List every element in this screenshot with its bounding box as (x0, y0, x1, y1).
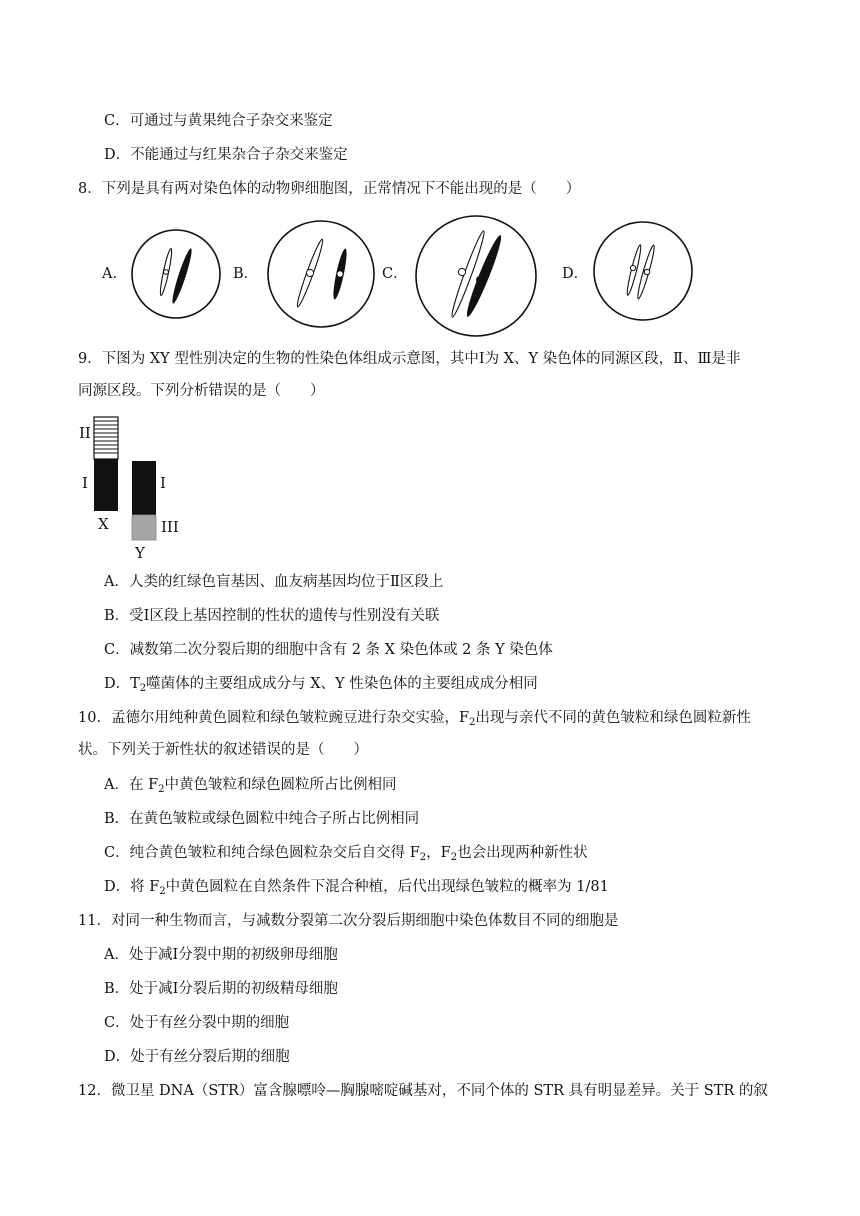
q8-stem: 8．下列是具有两对染色体的动物卵细胞图，正常情况下不能出现的是（ ） (78, 181, 581, 197)
q11-option-b: B．处于减Ⅰ分裂后期的初级精母细胞 (104, 981, 338, 997)
q8-cell-b (266, 219, 376, 329)
label-i-x: I (82, 474, 88, 492)
label-ii: II (79, 424, 91, 442)
label-i-y: I (160, 474, 166, 492)
q12-stem: 12．微卫星 DNA（STR）富含腺嘌呤—胸腺嘧啶碱基对，不同个体的 STR 具有明显差异。关于 STR 的叙 (78, 1083, 768, 1099)
q9-option-d: D．$T_2$噬菌体的主要组成成分与 X、Y 性染色体的主要组成成分相同 (104, 676, 538, 694)
q8-cell-a (130, 228, 222, 320)
label-x: X (98, 515, 109, 533)
q10-option-c: C．纯合黄色皱粒和纯合绿色圆粒杂交后自交得 $F_2$，$F_2$也会出现两种新性状 (104, 845, 588, 863)
label-y: Y (135, 544, 145, 562)
q9-option-b: B．受Ⅰ区段上基因控制的性状的遗传与性别没有关联 (104, 608, 440, 624)
q8-cell-c (414, 214, 538, 338)
q10-option-b: B．在黄色皱粒或绿色圆粒中纯合子所占比例相同 (104, 811, 420, 827)
q11-stem: 11．对同一种生物而言，与减数分裂第二次分裂后期细胞中染色体数目不同的细胞是 (78, 913, 619, 929)
q10-option-a: A．在 $F_2$中黄色皱粒和绿色圆粒所占比例相同 (104, 777, 397, 795)
q10-option-d: D．将 $F_2$中黄色圆粒在自然条件下混合种植，后代出现绿色皱粒的概率为 1/81 (104, 879, 609, 897)
label-iii: III (161, 518, 179, 536)
q9-stem-line2: 同源区段。下列分析错误的是（ ） (78, 383, 325, 399)
q8-label-c: C． (382, 266, 408, 282)
q10-stem-line1: 10．孟德尔用纯种黄色圆粒和绿色皱粒豌豆进行杂交实验，$F_2$出现与亲代不同的黄色皱粒和绿色圆粒新性 (78, 710, 751, 728)
q9-option-a: A．人类的红绿色盲基因、血友病基因均位于Ⅱ区段上 (104, 574, 444, 590)
xy-chromosome-diagram (76, 414, 186, 564)
q8-cell-d (592, 220, 694, 322)
q7-option-d: D．不能通过与红果杂合子杂交来鉴定 (104, 147, 348, 163)
q8-label-b: B． (233, 266, 259, 282)
q7-option-c: C．可通过与黄果纯合子杂交来鉴定 (104, 113, 333, 129)
q11-option-a: A．处于减Ⅰ分裂中期的初级卵母细胞 (104, 947, 338, 963)
q8-label-d: D． (562, 266, 589, 282)
q10-stem-line2: 状。下列关于新性状的叙述错误的是（ ） (78, 742, 368, 758)
q11-option-c: C．处于有丝分裂中期的细胞 (104, 1015, 290, 1031)
q11-option-d: D．处于有丝分裂后期的细胞 (104, 1049, 290, 1065)
q9-stem-line1: 9．下图为 XY 型性别决定的生物的性染色体组成示意图，其中Ⅰ为 X、Y 染色体的同源区段，Ⅱ、Ⅲ是非 (78, 351, 741, 367)
q8-label-a: A． (102, 266, 127, 282)
q9-option-c: C．减数第二次分裂后期的细胞中含有 2 条 X 染色体或 2 条 Y 染色体 (104, 642, 553, 658)
